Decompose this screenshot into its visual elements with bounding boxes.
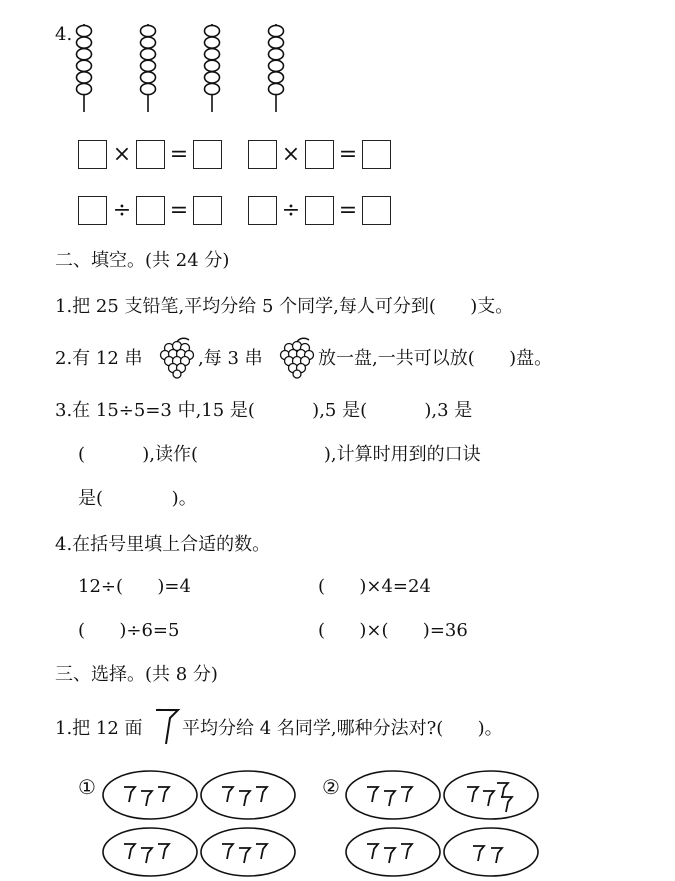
equals-sign: = [169,198,189,223]
section3-heading: 三、选择。(共 8 分) [55,664,218,685]
question-number: 4. [55,24,73,45]
equals-sign: = [338,142,358,167]
s2-q3-line3: 是( )。 [78,488,197,509]
s3-q1-part1: 1.把 12 面 [55,718,143,739]
equals-sign: = [338,198,358,223]
flag-group [346,771,440,819]
flag-group [444,828,538,876]
times-sign: × [112,142,132,167]
flag-group [346,828,440,876]
times-sign: × [281,142,301,167]
option-2-label[interactable]: ② [322,775,340,799]
s2-q2-part2: ,每 3 串 [198,348,263,369]
s2-q1: 1.把 25 支铅笔,平均分给 5 个同学,每人可分到( )支。 [55,296,514,317]
s2-q4-a: 12÷( )=4 [78,576,191,597]
s2-q4-d: ( )×( )=36 [318,620,468,641]
section2-heading: 二、填空。(共 24 分) [55,250,230,271]
s2-q4-c: ( )÷6=5 [78,620,180,641]
flag-group [201,828,295,876]
s2-q2-part1: 2.有 12 串 [55,348,143,369]
equals-sign: = [169,142,189,167]
flag-group [103,828,197,876]
divide-sign: ÷ [281,198,301,223]
option-1-label[interactable]: ① [78,775,96,799]
s2-q3-line1: 3.在 15÷5=3 中,15 是( ),5 是( ),3 是 [55,400,473,421]
flag-group [444,771,538,819]
s2-q4-b: ( )×4=24 [318,576,431,597]
flag-group [103,771,197,819]
s2-q2-part3: 放一盘,一共可以放( )盘。 [318,348,553,369]
s2-q4: 4.在括号里填上合适的数。 [55,534,271,555]
flag-group [201,771,295,819]
s2-q3-line2: ( ),读作( ),计算时用到的口诀 [78,444,481,465]
s3-q1-part2: 平均分给 4 名同学,哪种分法对?( )。 [182,718,503,739]
divide-sign: ÷ [112,198,132,223]
